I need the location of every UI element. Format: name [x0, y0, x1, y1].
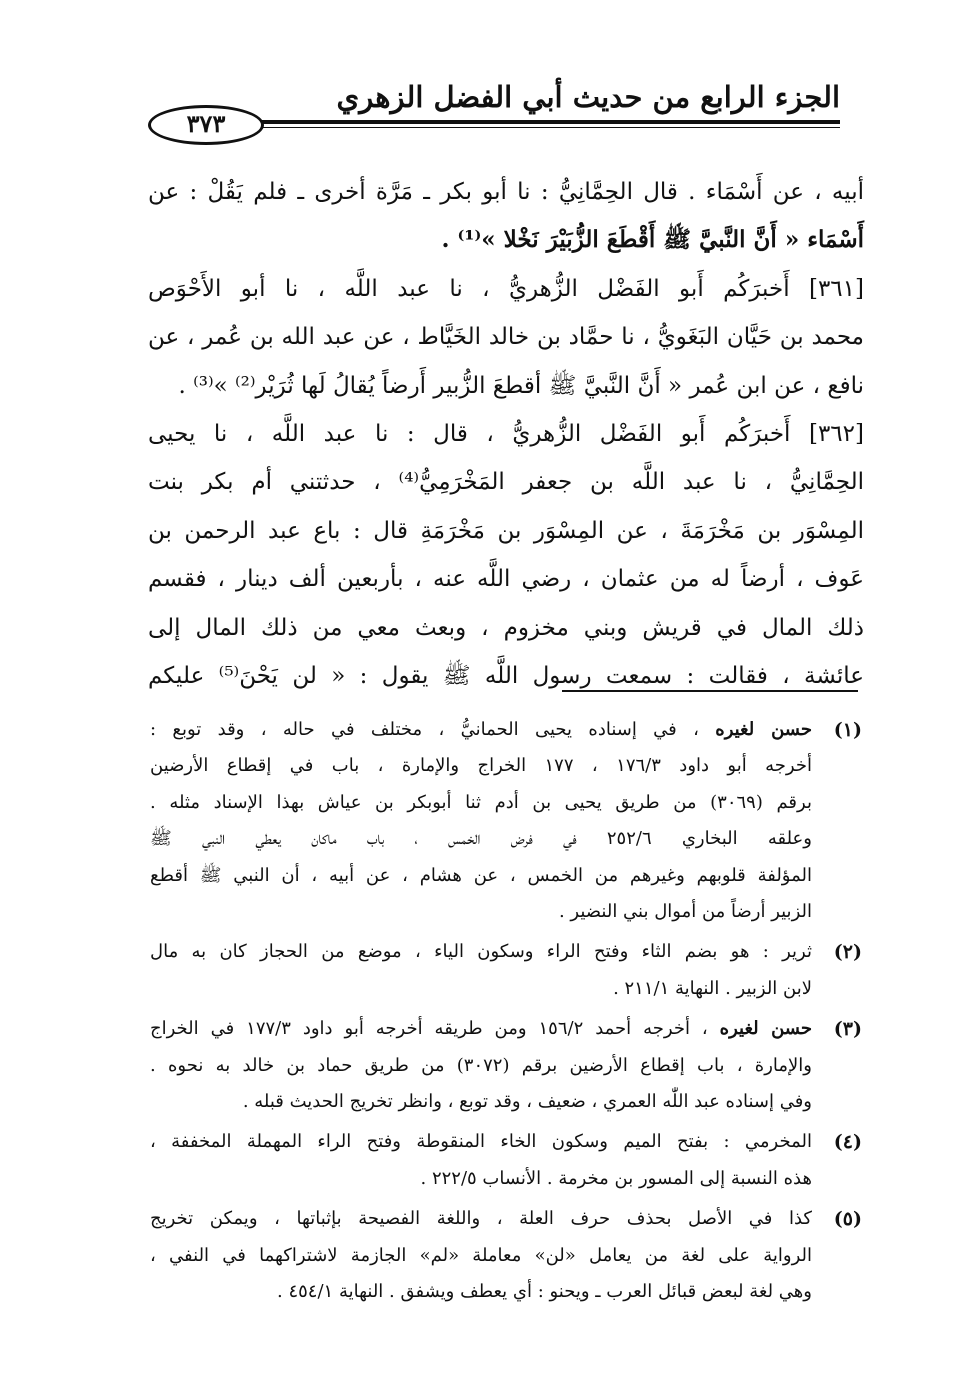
header-rule-thin: [230, 127, 840, 128]
footnote-5: [150, 1201, 862, 1310]
footnote-line: لابن الزبير . النهاية ٢١١/١ .: [613, 977, 812, 999]
text-line: الحِمَّانِيُّ ، نا عبد اللَّه بن جعفر المَخْرَمِيُّ⁽⁴⁾ ، حدثتني أم بكر بنت: [148, 469, 864, 496]
footnote-3: [150, 1011, 862, 1120]
footnote-number: (٢): [833, 941, 862, 964]
running-title: الجزء الرابع من حديث أبي الفضل الزهري: [336, 80, 840, 114]
page-header: [150, 78, 840, 138]
footnote-line: الزبير أرضاً من أموال بني النضير .: [558, 901, 812, 923]
footnote-number: (٥): [833, 1208, 862, 1231]
footnote-line: الرواية على لغة من يعامل «لن» معاملة «لم» الجازمة لاشتراكهما في النفي ،: [150, 1244, 812, 1266]
footnote-line: أخرجه أبو داود ١٧٦/٣ ، ١٧٧ الخراج والإمارة ، باب في إقطاع الأرضين: [150, 755, 812, 777]
page-number: ٣٧٣: [148, 105, 264, 145]
footnote-line: حسن لغيره ، أخرجه أحمد ١٥٦/٢ ومن طريقه أخرجه أبو داود ١٧٧/٣ في الخراج: [150, 1018, 812, 1040]
text-line: نافع ، عن ابن عُمر « أَنَّ النَّبيَّ ﷺ أقطعَ الزُّبير أَرضاً يُقالُ لَها ثُرَيْر⁽²⁾ »⁽³⁾ .: [178, 372, 864, 399]
footnote-4: [150, 1124, 862, 1197]
footnote-line: وعلقه البخاري ٢٥٢/٦ في فرض الخمس ، باب ماكان يعطي النبي ﷺ: [150, 828, 812, 850]
text-line: محمد بن حَيَّان البَغَويُّ ، نا حمَّاد بن خالد الخَيَّاط ، عن عبد الله بن عُمر ، عن: [148, 324, 864, 351]
footnote-1: [150, 712, 862, 930]
text-line: ذلك المال في قريش وبني مخزوم ، وبعث معي من ذلك المال إلى: [148, 614, 864, 641]
footnote-line: والإمارة ، باب إقطاع الأرضين برقم (٣٠٧٢) من طريق حماد بن خالد به نحوه .: [150, 1054, 813, 1076]
text-line: عائشة ، فقالت : سمعت رسول اللَّه ﷺ يقول : « لن يَحْنَ⁽⁵⁾ عليكم: [148, 663, 865, 690]
footnote-number: (٤): [833, 1131, 862, 1154]
footnote-line: ثرير : هو بضم الثاء وفتح الراء وسكون الياء ، موضع من الحجاز كان به مال: [150, 941, 812, 963]
footnote-line: كذا في الأصل بحذف حرف العلة ، واللغة الفصيحة بإثباتها ، ويمكن تخريج: [150, 1208, 812, 1230]
footnote-line: المخرمي : بفتح الميم وسكون الخاء المنقوطة وفتح الراء المهملة المخففة ،: [150, 1131, 812, 1153]
footnotes: [150, 712, 862, 1315]
footnote-number: (٣): [833, 1018, 862, 1041]
grade-label: حسن لغيره: [715, 719, 812, 740]
main-text: [148, 168, 864, 700]
footnote-number: (١): [833, 719, 862, 741]
footnote-line: المؤلفة قلوبهم وغيرهم من الخمس ، عن هشام ، عن أبيه ، أن النبي ﷺ أقطع: [150, 864, 812, 886]
text-line: أبيه ، عن أَسْمَاء . قال الحِمَّانِيُّ : نا أبو بكر ـ مَرَّة أخرى ـ فلم يَقُلْ : عن: [148, 179, 864, 205]
text-line: [٣٦١] أَخبرَكُم أَبو الفَضْل الزُّهريُّ ، نا عبد اللَّه ، نا أبو الأَحْوَص: [148, 275, 864, 302]
footnote-line: وفي إسناده عبد اللّٰه العمري ، ضعيف ، وقد توبع ، وانظر تخريج الحديث قبله .: [242, 1091, 812, 1113]
footnote-line: برقم (٣٠٦٩) من طريق يحيى بن أدم ثنا أبوبكر بن عياش بهذا الإسناد مثله .: [150, 791, 812, 813]
text-line: عَوف ، أرضاً له من عثمان ، رضي اللَّه عنه ، بأربعين ألف دينار ، فقسم: [148, 566, 864, 593]
footnote-separator: [562, 690, 858, 692]
grade-label: حسن لغيره: [719, 1018, 812, 1040]
text-line: أَسْمَاء « أَنَّ النَّبيَّ ﷺ أَقْطَعَ الزُّبَيْرَ نَخْلا »⁽¹⁾ .: [441, 226, 864, 254]
text-line: [٣٦٢] أَخبرَكُم أَبو الفَضْل الزُّهريُّ ، قال : نا عبد اللَّه ، نا يحيى: [148, 421, 864, 448]
footnote-line: هذه النسبة إلى المسور بن مخرمة . الأنساب ٢٢٢/٥ .: [420, 1167, 812, 1189]
text-line: المِسْوَر بن مَخْرَمَةَ ، عن المِسْوَر بن مَخْرَمَةِ قال : باع عبد الرحمن بن: [148, 517, 864, 544]
footnote-2: [150, 934, 862, 1007]
footnote-line: وهي لغة لبعض قبائل العرب ـ ويحنو : أي يعطف ويشفق . النهاية ٤٥٤/١ .: [277, 1281, 812, 1303]
footnote-line: حسن لغيره ، في إسناده يحيى الحمانيُّ ، مختلف في حاله ، وقد توبع :: [150, 719, 812, 740]
